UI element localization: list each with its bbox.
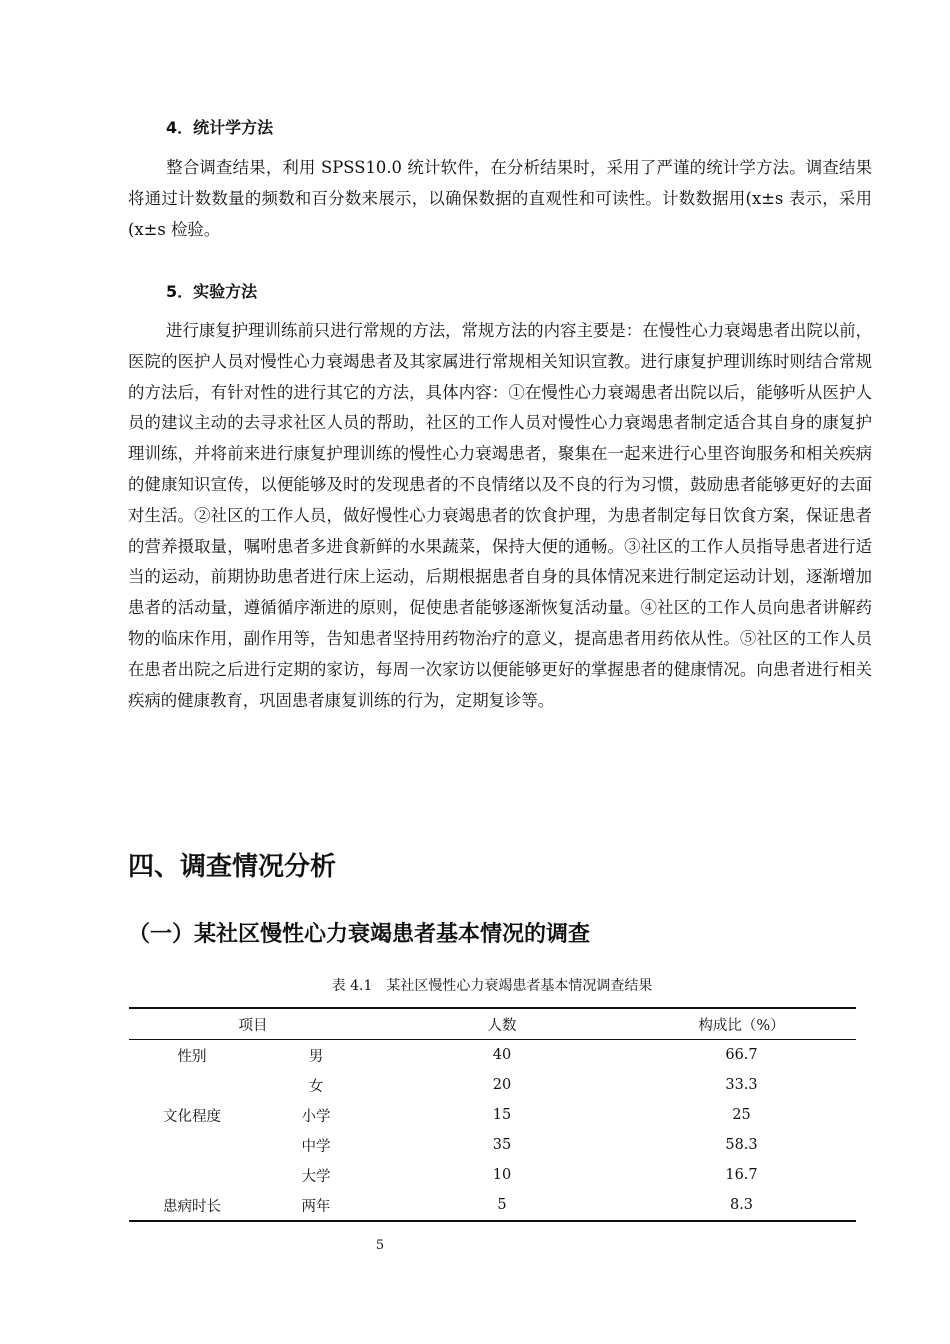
header-count: 人数 <box>487 1017 517 1034</box>
cell-ratio: 25 <box>732 1107 751 1123</box>
table-row <box>129 1130 856 1160</box>
chapter-heading: 四、调查情况分析 <box>128 852 337 882</box>
section-5-paragraph <box>128 316 872 716</box>
table-caption: 表 4.1 某社区慢性心力衰竭患者基本情况调查结果 <box>331 978 653 994</box>
cell-count: 5 <box>497 1197 507 1213</box>
cell-category: 患病时长 <box>163 1198 221 1215</box>
section-4-text: 整合调查结果，利用 SPSS10.0 统计软件，在分析结果时，采用了严谨的统计学方法。调查结果将通过计数数量的频数和百分数来展示，以确保数据的直观性和可读性。计数数据用(x±s 表示，采用(x±s 检验。 <box>128 158 872 239</box>
subsection-heading: （一）某社区慢性心力衰竭患者基本情况的调查 <box>128 922 591 947</box>
cell-subcategory: 女 <box>308 1078 324 1095</box>
table-row <box>129 1160 856 1190</box>
cell-subcategory: 中学 <box>301 1138 331 1155</box>
section-4-paragraph <box>128 153 872 245</box>
page-number: 5 <box>375 1238 385 1253</box>
header-item: 项目 <box>238 1017 268 1034</box>
cell-count: 35 <box>492 1137 512 1153</box>
section-5-text: 进行康复护理训练前只进行常规的方法，常规方法的内容主要是：在慢性心力衰竭患者出院以前，医院的医护人员对慢性心力衰竭患者及其家属进行常规相关知识宣教。进行康复护理训练时则结合常规的方法后，有针对性的进行其它的方法，具体内容：①在慢性心力衰竭患者出院以后，能够听从医护人员的建议主动的去寻求社区人员的帮助，社区的工作人员对慢性心力衰竭患者制定适合其自身的康复护理训练，并将前来进行康复护理训练的慢性心力衰竭患者，聚集在一起来进行心里咨询服务和相关疾病的健康知识宣传，以便能够及时的发现患者的不良情绪以及不良的行为习惯，鼓励患者能够更好的去面对生活。②社区的工作人员，做好慢性心力衰竭患者的饮食护理，为患者制定每日饮食方案，保证患者的营养摄取量，嘱咐患者多进食新鲜的水果蔬菜，保持大便的通畅。③社区的工作人员指导患者进行适当的运动，前期协助患者进行床上运动，后期根据患者自身的具体情况来进行制定运动计划，逐渐增加患者的活动量，遵循循序渐进的原则，促使患者能够逐渐恢复活动量。④社区的工作人员向患者讲解药物的临床作用，副作用等，告知患者坚持用药物治疗的意义，提高患者用药依从性。⑤社区的工作人员在患者出院之后进行定期的家访，每周一次家访以便能够更好的掌握患者的健康情况。向患者进行相关疾病的健康教育，巩固患者康复训练的行为，定期复诊等。 <box>128 321 872 710</box>
cell-category: 性别 <box>177 1048 207 1065</box>
table-row <box>129 1190 856 1221</box>
cell-ratio: 16.7 <box>725 1167 758 1183</box>
cell-count: 20 <box>492 1077 512 1093</box>
cell-count: 15 <box>492 1107 512 1123</box>
table-row <box>129 1070 856 1100</box>
cell-count: 10 <box>492 1167 512 1183</box>
cell-ratio: 8.3 <box>729 1197 754 1213</box>
cell-category <box>129 1070 255 1100</box>
cell-category <box>129 1130 255 1160</box>
survey-table <box>129 1007 856 1222</box>
cell-category <box>129 1160 255 1190</box>
table-row <box>129 1040 856 1071</box>
cell-ratio: 66.7 <box>725 1047 758 1063</box>
cell-subcategory: 两年 <box>301 1198 331 1215</box>
cell-ratio: 58.3 <box>725 1137 758 1153</box>
cell-category: 文化程度 <box>163 1108 221 1125</box>
cell-subcategory: 男 <box>308 1048 324 1065</box>
table-row <box>129 1100 856 1130</box>
table-header-row <box>129 1008 856 1040</box>
cell-subcategory: 大学 <box>301 1168 331 1185</box>
cell-subcategory: 小学 <box>301 1108 331 1125</box>
section-5-heading: 5．实验方法 <box>166 282 258 301</box>
cell-ratio: 33.3 <box>725 1077 758 1093</box>
section-4-heading: 4．统计学方法 <box>166 118 274 137</box>
header-ratio: 构成比（%） <box>698 1017 785 1034</box>
cell-count: 40 <box>492 1047 512 1063</box>
